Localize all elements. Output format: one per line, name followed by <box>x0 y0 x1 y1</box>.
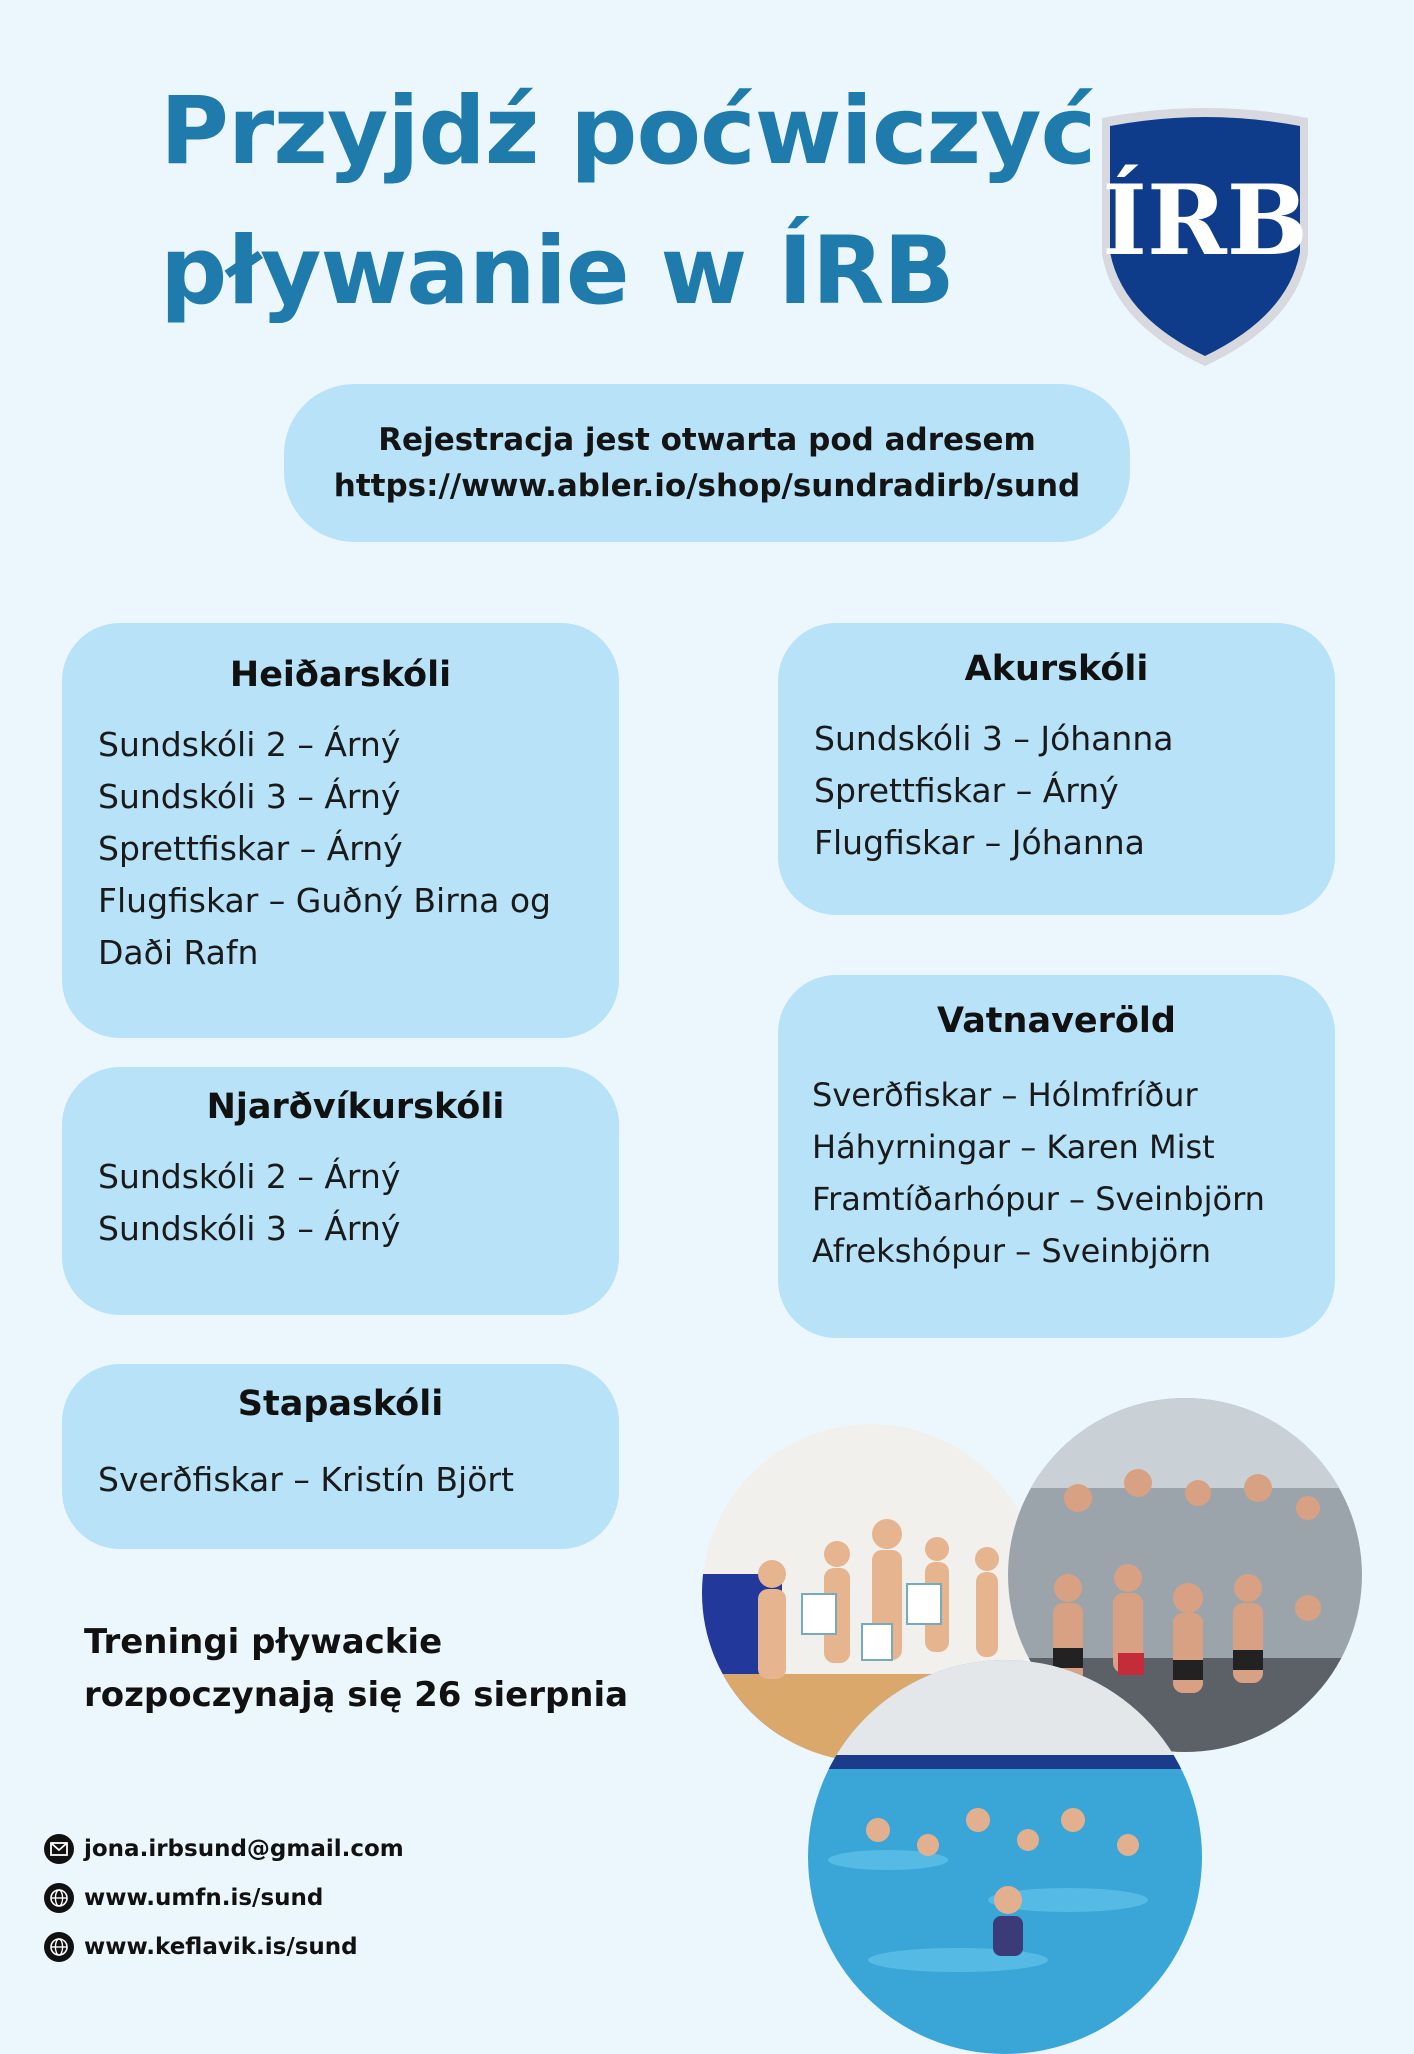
contact-email[interactable] <box>44 1832 444 1866</box>
contact-text: jona.irbsund@gmail.com <box>84 1836 404 1862</box>
logo-text: ÍRB <box>1102 164 1308 277</box>
contact-website-umfn[interactable] <box>44 1881 444 1915</box>
group-item: Sundskóli 3 – Árný <box>98 777 401 816</box>
school-card-heidarskoli <box>62 623 619 1038</box>
globe-icon <box>44 1883 74 1913</box>
training-start-note <box>84 1616 628 1722</box>
irb-logo <box>1096 104 1314 370</box>
school-card-akurskoli <box>778 623 1335 915</box>
school-card-stapaskoli <box>62 1364 619 1549</box>
group-item: Flugfiskar – Jóhanna <box>814 823 1145 862</box>
school-name: Akurskóli <box>964 649 1149 689</box>
group-item: Flugfiskar – Guðný Birna og Daði Rafn <box>98 881 551 972</box>
group-item: Sundskóli 2 – Árný <box>98 1157 401 1196</box>
group-item: Sundskóli 3 – Jóhanna <box>814 719 1174 758</box>
group-item: Háhyrningar – Karen Mist <box>812 1128 1215 1166</box>
school-name: Heiðarskóli <box>229 655 452 695</box>
group-item: Sundskóli 2 – Árný <box>98 725 401 764</box>
title-line-1: Przyjdź poćwiczyć <box>160 77 1096 186</box>
registration-box <box>284 384 1130 542</box>
contact-text: www.umfn.is/sund <box>84 1885 324 1911</box>
start-line-2: rozpoczynają się 26 sierpnia <box>84 1675 629 1715</box>
contact-text: www.keflavik.is/sund <box>84 1934 358 1960</box>
registration-url[interactable]: https://www.abler.io/shop/sundradirb/sund <box>333 468 1081 504</box>
title-line-2: pływanie w ÍRB <box>160 217 954 326</box>
school-name: Stapaskóli <box>237 1384 444 1424</box>
school-name: Njarðvíkurskóli <box>206 1087 505 1127</box>
group-item: Sprettfiskar – Árný <box>98 829 403 868</box>
envelope-icon <box>44 1834 74 1864</box>
poster-title <box>160 62 1120 342</box>
photo-kids-in-pool <box>808 1660 1202 2054</box>
school-card-vatnaverold <box>778 975 1335 1338</box>
group-item: Afrekshópur – Sveinbjörn <box>812 1232 1212 1270</box>
group-item: Sverðfiskar – Kristín Björt <box>98 1460 514 1499</box>
group-item: Framtíðarhópur – Sveinbjörn <box>812 1180 1265 1218</box>
registration-line-1: Rejestracja jest otwarta pod adresem <box>378 422 1036 458</box>
group-item: Sprettfiskar – Árný <box>814 771 1119 810</box>
contact-website-keflavik[interactable] <box>44 1930 444 1964</box>
group-item: Sverðfiskar – Hólmfríður <box>812 1076 1198 1114</box>
school-card-njardvikurskoli <box>62 1067 619 1315</box>
start-line-1: Treningi pływackie <box>84 1622 443 1662</box>
globe-icon <box>44 1932 74 1962</box>
group-item: Sundskóli 3 – Árný <box>98 1209 401 1248</box>
school-name: Vatnaveröld <box>937 1001 1176 1041</box>
